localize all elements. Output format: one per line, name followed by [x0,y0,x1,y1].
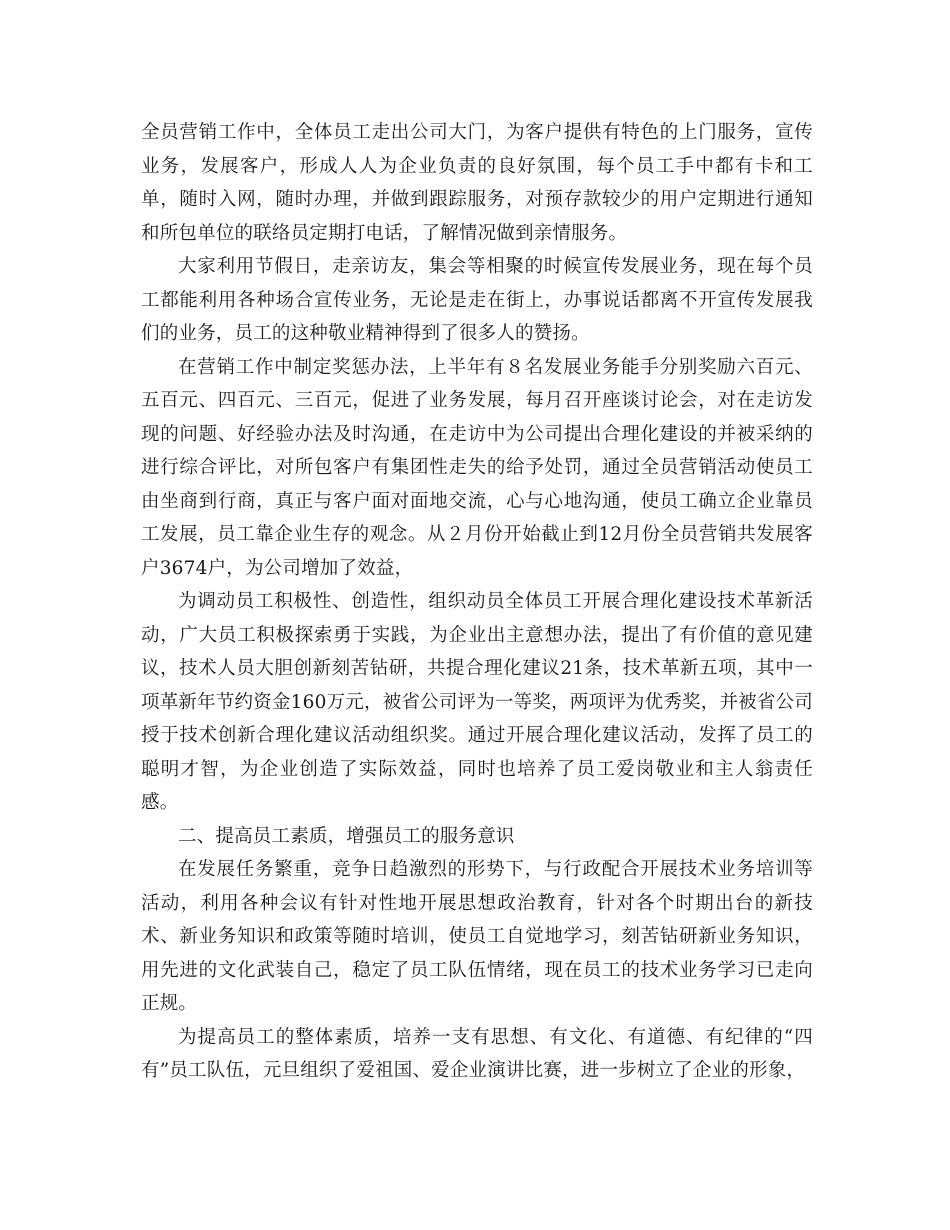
section-heading: 二、提高员工素质，增强员工的服务意识 [178,825,515,847]
paragraph-3: 在营销工作中制定奖惩办法，上半年有８名发展业务能手分别奖励六百元、五百元、四百元、三百元，促进了业务发展，每月召开座谈讨论会，对在走访发现的问题、好经验办法及时沟通，在走访中为公司提出合理化建设的并被采纳的进行综合评比，对所包客户有集团性走失的给予处罚，通过全员营销活动使员工由坐商到行商，真正与客户面对面地交流，心与心地沟通，使员工确立企业靠员工发展，员工靠企业生存的观念。从２月份开始截止到12月份全员营销共发展客户3674户，为公司增加了效益， [141,356,813,579]
paragraph-6: 为提高员工的整体素质，培养一支有思想、有文化、有道德、有纪律的“四有”员工队伍，元旦组织了爱祖国、爱企业演讲比赛，进一步树立了企业的形象， [141,1026,813,1081]
document-body [141,116,813,1088]
paragraph-1: 全员营销工作中，全体员工走出公司大门，为客户提供有特色的上门服务，宣传业务，发展客户，形成人人为企业负责的良好氛围，每个员工手中都有卡和工单，随时入网，随时办理，并做到跟踪服务，对预存款较少的用户定期进行通知和所包单位的联络员定期打电话，了解情况做到亲情服务。 [141,122,813,244]
paragraph-4: 为调动员工积极性、创造性，组织动员全体员工开展合理化建设技术革新活动，广大员工积极探索勇于实践，为企业出主意想办法，提出了有价值的意见建议，技术人员大胆创新刻苦钻研，共提合理化建议21条，技术革新五项，其中一项革新年节约资金160万元，被省公司评为一等奖，两项评为优秀奖，并被省公司授于技术创新合理化建议活动组织奖。通过开展合理化建议活动，发挥了员工的聪明才智，为企业创造了实际效益，同时也培养了员工爱岗敬业和主人翁责任感。 [141,591,813,813]
paragraph-5: 在发展任务繁重，竞争日趋激烈的形势下，与行政配合开展技术业务培训等活动，利用各种会议有针对性地开展思想政治教育，针对各个时期出台的新技术、新业务知识和政策等随时培训，使员工自觉地学习，刻苦钻研新业务知识，用先进的文化武装自己，稳定了员工队伍情绪，现在员工的技术业务学习已走向正规。 [141,859,813,1014]
paragraph-2: 大家利用节假日，走亲访友，集会等相聚的时候宣传发展业务，现在每个员工都能利用各种场合宣传业务，无论是走在街上，办事说话都离不开宣传发展我们的业务，员工的这种敬业精神得到了很多人的赞扬。 [141,256,813,344]
